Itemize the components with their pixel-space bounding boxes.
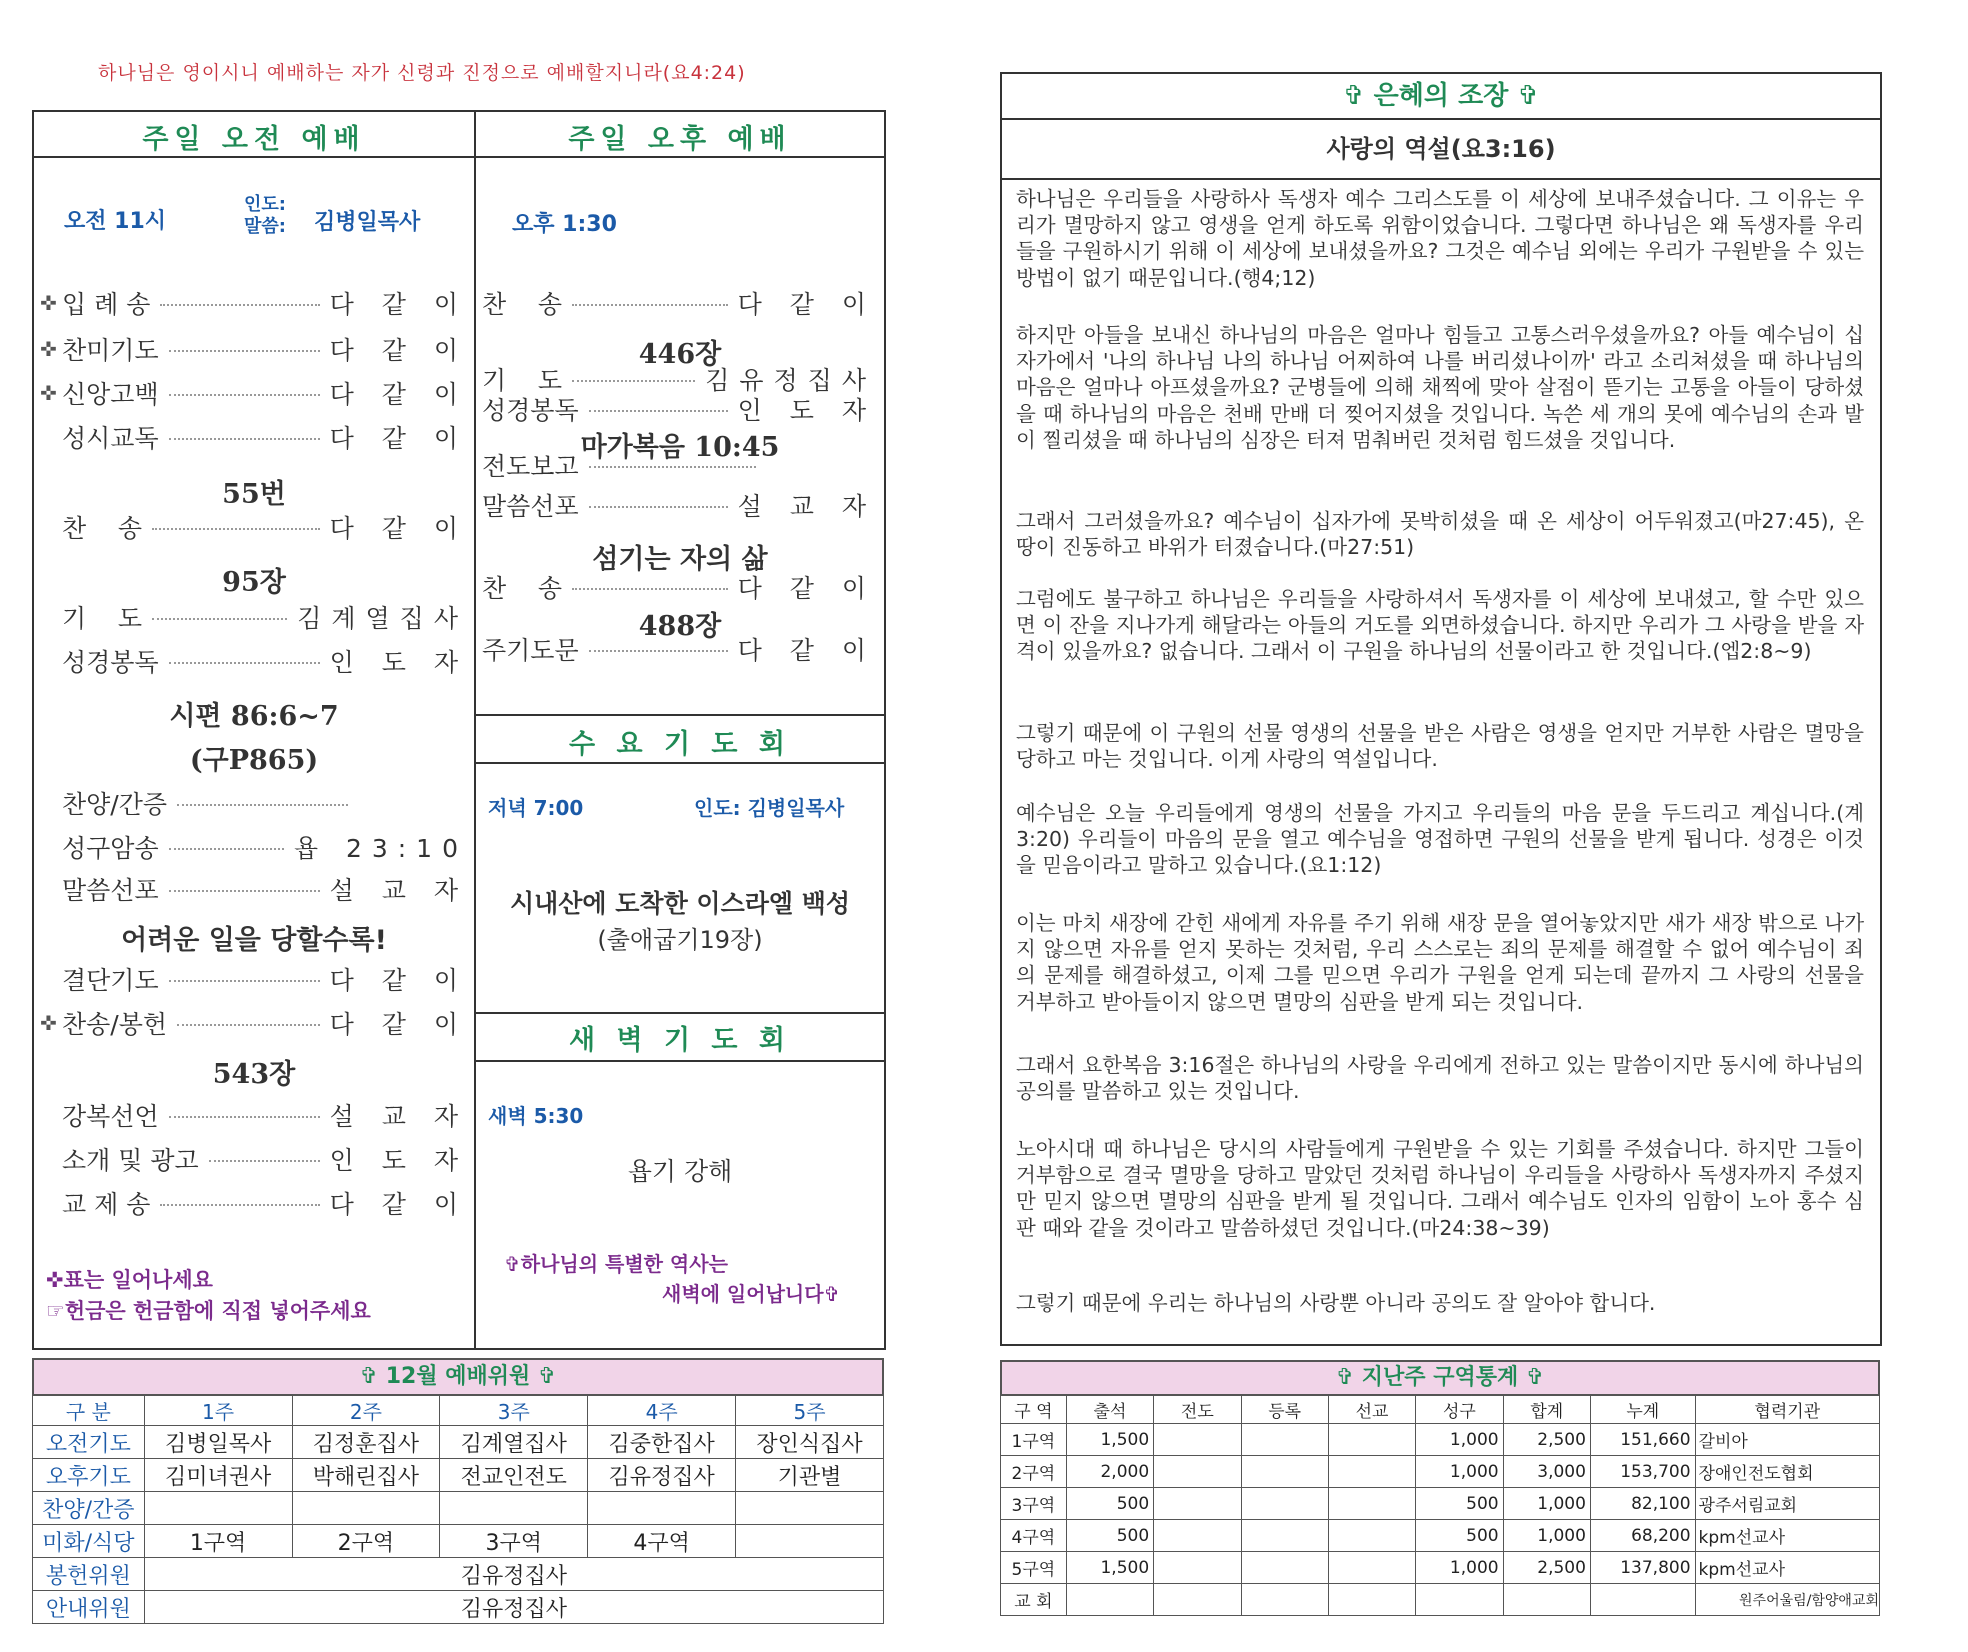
am-order-row — [40, 1008, 468, 1038]
am-scripture-page: (구P865) — [189, 745, 319, 776]
leader-dots — [169, 1116, 320, 1118]
stats-cell: kpm선교사 — [1695, 1520, 1879, 1552]
am-order-row — [40, 874, 468, 904]
committee-cell: 김유정집사 — [588, 1459, 736, 1492]
stats-cell — [1241, 1424, 1328, 1456]
stats-cell — [1154, 1424, 1241, 1456]
committee-cell: 김미녀권사 — [144, 1459, 292, 1492]
stats-cell: 장애인전도협회 — [1695, 1456, 1879, 1488]
am-order-value: 다 같 이 — [329, 1010, 468, 1039]
am-order-label: 성경봉독 — [62, 648, 159, 677]
stats-header: 합계 — [1503, 1395, 1590, 1424]
leader-dots — [152, 618, 287, 620]
committee-header: 구 분 — [33, 1395, 145, 1426]
committee-cell: 김유정집사 — [144, 1591, 883, 1624]
stats-cell: 1구역 — [1001, 1424, 1067, 1456]
am-order-value: 설 교 자 — [329, 1102, 468, 1131]
am-order-label: 소개 및 광고 — [62, 1146, 199, 1175]
stats-header: 구 역 — [1001, 1395, 1067, 1424]
stats-cell: 1,000 — [1503, 1520, 1590, 1552]
stats-cell: 원주어울림/함양애교회 — [1695, 1584, 1879, 1616]
leader-dots — [177, 804, 348, 806]
committee-title: ✞ 12월 예배위원 ✞ — [32, 1358, 884, 1396]
stand-mark-icon: ✜ — [40, 291, 57, 315]
dawn-prayer-title: 새 벽 기 도 회 — [568, 1025, 791, 1056]
am-order-row — [40, 832, 468, 862]
am-reading-number: 55번 — [222, 479, 286, 510]
stats-cell — [1241, 1488, 1328, 1520]
committee-row — [33, 1459, 884, 1492]
header-verse: 하나님은 영이시니 예배하는 자가 신령과 진정으로 예배할지니라(요4:24) — [98, 62, 746, 84]
grace-column — [1000, 72, 1882, 1346]
leader-dots — [169, 980, 320, 982]
am-order-label: 기 도 — [62, 604, 143, 633]
stats-cell: 교 회 — [1001, 1584, 1067, 1616]
committee-cell: 미화/식당 — [33, 1525, 145, 1558]
committee-cell — [440, 1492, 588, 1525]
pm-order-value: 다 같 이 — [737, 290, 876, 319]
pm-order-value: 다 같 이 — [737, 574, 876, 603]
am-order-label: 말씀선포 — [62, 876, 159, 905]
stats-cell: 4구역 — [1001, 1520, 1067, 1552]
leader-dots — [589, 410, 728, 412]
stats-cell — [1241, 1552, 1328, 1584]
committee-header: 1주 — [144, 1395, 292, 1426]
leader-dots — [152, 528, 320, 530]
stats-cell: 광주서림교회 — [1695, 1488, 1879, 1520]
committee-cell: 4구역 — [588, 1525, 736, 1558]
stats-title: ✞ 지난주 구역통계 ✞ — [1000, 1360, 1880, 1396]
stats-cell — [1328, 1488, 1415, 1520]
stats-cell — [1066, 1584, 1153, 1616]
stats-header: 성구 — [1416, 1395, 1503, 1424]
wed-reference: (출애굽기19장) — [597, 926, 763, 954]
stats-cell — [1154, 1552, 1241, 1584]
committee-cell: 박해린집사 — [292, 1459, 440, 1492]
stats-cell — [1328, 1424, 1415, 1456]
stats-row — [1001, 1488, 1880, 1520]
stats-cell — [1241, 1584, 1328, 1616]
am-order-row — [40, 1100, 468, 1130]
leader-dots — [169, 350, 320, 352]
stats-header: 선교 — [1328, 1395, 1415, 1424]
grace-paragraph: 하나님은 우리들을 사랑하사 독생자 예수 그리스도를 이 세상에 보내주셨습니다. 그 이유는 우리가 멸망하지 않고 영생을 얻게 하도록 위함이었습니다. 그렇다면 하나님은 왜 독생자를 우리들을 구원하시기 위해 이 세상에 보내셨을까요? 그것은 예수님 외에는 우리가 구원받을 수 있는 방법이 없기 때문입니다.(행4;12) — [1016, 187, 1864, 290]
am-order-row — [40, 334, 468, 364]
leader-dots — [160, 1204, 319, 1206]
committee-table — [32, 1394, 884, 1624]
committee-cell: 김계열집사 — [440, 1426, 588, 1459]
offering-committee-row — [33, 1558, 884, 1591]
committee-cell: 김중한집사 — [588, 1426, 736, 1459]
pm-order-value: 김유정집사 — [705, 366, 876, 395]
stats-cell: 2,000 — [1066, 1456, 1153, 1488]
stats-cell: 137,800 — [1590, 1552, 1695, 1584]
stats-cell — [1154, 1584, 1241, 1616]
usher-committee-row — [33, 1591, 884, 1624]
committee-cell — [588, 1492, 736, 1525]
stats-cell: 2,500 — [1503, 1424, 1590, 1456]
leader-dots — [177, 1024, 320, 1026]
stats-cell: 1,000 — [1416, 1424, 1503, 1456]
stats-cell: 500 — [1066, 1488, 1153, 1520]
am-order-row — [40, 288, 468, 318]
am-order-label: 신앙고백 — [62, 380, 159, 409]
am-order-row — [40, 964, 468, 994]
am-order-value: 다 같 이 — [329, 966, 468, 995]
stats-cell: 1,500 — [1066, 1552, 1153, 1584]
stats-table — [1000, 1394, 1880, 1616]
grace-paragraph: 하지만 아들을 보내신 하나님의 마음은 얼마나 힘들고 고통스러우셨을까요? 아들 예수님이 십자가에서 '나의 하나님 나의 하나님 어찌하여 나를 버리셨나이까' 라고 소리쳐셨을 때 하나님의 마음은 얼마나 아프셨을까요? 군병들에 의해 채찍에 맞아 살점이 뜯기는 고통을 아들이 당하셨을 때 하나님의 마음은 천배 만배 더 찢어지셨을 것입니다. 녹쓴 세 개의 못에 예수님의 손과 발이 찔리셨을 때 하나님의 심장은 터져 멈춰버린 것처럼 힘드셨을 것입니다. — [1016, 323, 1864, 452]
stats-header: 등록 — [1241, 1395, 1328, 1424]
leader-dots — [572, 304, 728, 306]
leader-dots — [169, 890, 320, 892]
am-order-value: 설 교 자 — [329, 876, 468, 905]
committee-cell: 김정훈집사 — [292, 1426, 440, 1459]
stats-cell: 82,100 — [1590, 1488, 1695, 1520]
am-order-label: 찬양/간증 — [62, 790, 168, 819]
pm-hymn-2: 488장 — [638, 611, 722, 642]
grace-subtitle: 사랑의 역설(요3:16) — [1002, 120, 1880, 180]
stats-row — [1001, 1552, 1880, 1584]
am-order-row — [40, 422, 468, 452]
grace-paragraph: 그럼에도 불구하고 하나님은 우리들을 사랑하셔서 독생자를 이 세상에 보내셨고, 할 수만 있으면 이 잔을 지나가게 해달라는 아들의 거도를 외면하셨습니다. 하지만 우리가 그 사랑을 받을 자격이 있을까요? 없습니다. 그래서 이 구원을 하나님의 선물이라고 한 것입니다.(엡2:8~9) — [1016, 587, 1864, 664]
stats-cell — [1154, 1488, 1241, 1520]
pm-order-label: 기 도 — [482, 366, 563, 395]
committee-cell: 김병일목사 — [144, 1426, 292, 1459]
stats-cell — [1328, 1520, 1415, 1552]
pm-order-label: 말씀선포 — [482, 492, 579, 521]
am-order-label: 찬미기도 — [62, 336, 159, 365]
worship-order-box — [32, 110, 886, 1350]
pm-order-row — [482, 288, 876, 318]
leader-dots — [169, 438, 320, 440]
pm-order-label: 찬 송 — [482, 574, 563, 603]
am-order-label: 강복선언 — [62, 1102, 159, 1131]
grace-paragraph: 예수님은 오늘 우리들에게 영생의 선물을 가지고 우리들의 마음 문을 두드리고 계십니다.(계3:20) 우리들이 마음의 문을 열고 예수님을 영접하면 구원의 선물을 받게 됩니다. 성경은 이것을 믿음이라고 말하고 있습니다.(요1:12) — [1016, 801, 1864, 878]
committee-row — [33, 1426, 884, 1459]
stats-row — [1001, 1424, 1880, 1456]
committee-row — [33, 1525, 884, 1558]
committee-header: 3주 — [440, 1395, 588, 1426]
stats-row — [1001, 1456, 1880, 1488]
pm-order-row — [482, 490, 876, 520]
stats-header: 출석 — [1066, 1395, 1153, 1424]
pm-order-label: 찬 송 — [482, 290, 563, 319]
committee-cell: 기관별 — [736, 1459, 884, 1492]
pm-order-label: 주기도문 — [482, 636, 579, 665]
stand-mark-icon: ✜ — [40, 337, 57, 361]
stats-cell: 3,000 — [1503, 1456, 1590, 1488]
stats-cell: 1,500 — [1066, 1424, 1153, 1456]
committee-cell — [144, 1492, 292, 1525]
committee-cell: 오후기도 — [33, 1459, 145, 1492]
leader-dots — [572, 588, 728, 590]
stats-cell: 151,660 — [1590, 1424, 1695, 1456]
stats-header: 전도 — [1154, 1395, 1241, 1424]
am-order-value: 인 도 자 — [329, 648, 468, 677]
leader-dots — [160, 304, 319, 306]
am-order-label: 성구암송 — [62, 834, 159, 863]
am-order-label: 결단기도 — [62, 966, 159, 995]
leader-dots — [572, 380, 695, 382]
stats-header: 누계 — [1590, 1395, 1695, 1424]
leader-dots — [169, 394, 320, 396]
am-order-label: 찬송/봉헌 — [62, 1010, 168, 1039]
committee-cell: 안내위원 — [33, 1591, 145, 1624]
stand-mark-icon: ✜ — [40, 1011, 57, 1035]
committee-header: 5주 — [736, 1395, 884, 1426]
pm-order-row — [482, 394, 876, 424]
committee-cell: 1구역 — [144, 1525, 292, 1558]
stand-mark-icon: ✜ — [40, 381, 57, 405]
stats-cell: 2구역 — [1001, 1456, 1067, 1488]
am-hymn-1: 95장 — [222, 567, 286, 598]
committee-cell: 찬양/간증 — [33, 1492, 145, 1525]
am-scripture: 시편 86:6~7 — [169, 701, 339, 732]
am-order-row — [40, 1188, 468, 1218]
dawn-message-2: 새벽에 일어납니다✞ — [662, 1282, 841, 1306]
stats-cell — [1503, 1584, 1590, 1616]
stats-cell — [1416, 1584, 1503, 1616]
pm-order-label: 성경봉독 — [482, 396, 579, 425]
am-order-row — [40, 512, 468, 542]
am-sermon-title: 어려운 일을 당할수록! — [121, 925, 387, 956]
leader-dots — [209, 1160, 320, 1162]
am-order-value: 다 같 이 — [329, 514, 468, 543]
committee-cell — [736, 1492, 884, 1525]
am-order-value: 다 같 이 — [329, 380, 468, 409]
am-order-value: 욥 23:10 — [293, 834, 468, 863]
stats-cell — [1328, 1552, 1415, 1584]
stats-cell: 1,000 — [1503, 1488, 1590, 1520]
leader-dots — [589, 466, 756, 468]
pm-order-value: 인 도 자 — [737, 396, 876, 425]
standing-note: ✜표는 일어나세요 — [46, 1268, 213, 1292]
wed-leader: 인도: 김병일목사 — [694, 796, 845, 820]
am-hymn-2: 543장 — [212, 1059, 296, 1090]
stats-cell: 500 — [1416, 1488, 1503, 1520]
grace-title: ✞ 은혜의 조장 ✞ — [1002, 74, 1880, 120]
stats-cell: 1,000 — [1416, 1456, 1503, 1488]
committee-cell: 김유정집사 — [144, 1558, 883, 1591]
am-order-row — [40, 1144, 468, 1174]
am-order-row — [40, 602, 468, 632]
am-order-value: 다 같 이 — [329, 1190, 468, 1219]
stats-cell: 153,700 — [1590, 1456, 1695, 1488]
leader-dots — [589, 650, 728, 652]
am-order-label: 교 제 송 — [62, 1190, 151, 1219]
stats-cell: 5구역 — [1001, 1552, 1067, 1584]
am-order-value: 다 같 이 — [329, 336, 468, 365]
pm-time: 오후 1:30 — [512, 212, 617, 237]
dawn-message-1: ✞하나님의 특별한 역사는 — [504, 1252, 728, 1276]
committee-cell: 봉헌위원 — [33, 1558, 145, 1591]
committee-cell — [292, 1492, 440, 1525]
am-order-row — [40, 646, 468, 676]
pm-order-value: 설 교 자 — [737, 492, 876, 521]
stats-cell — [1328, 1456, 1415, 1488]
am-leader: 김병일목사 — [314, 210, 421, 235]
stats-cell — [1241, 1456, 1328, 1488]
grace-paragraph: 노아시대 때 하나님은 당시의 사람들에게 구원받을 수 있는 기회를 주셨습니다. 하지만 그들이 거부함으로 결국 멸망을 당하고 말았던 것처럼 하나님이 우리들을 사랑하사 독생자까지 주셨지만 믿지 않으면 멸망의 심판을 받게 될 것입니다. 그래서 예수님도 인자의 임함이 노아 홍수 심판 때와 같을 것이라고 말씀하셨던 것입니다.(마24:38~39) — [1016, 1137, 1864, 1240]
stats-header: 협력기관 — [1695, 1395, 1879, 1424]
stats-cell: kpm선교사 — [1695, 1552, 1879, 1584]
leader-dots — [589, 506, 728, 508]
am-order-label: 찬 송 — [62, 514, 143, 543]
stats-cell: 갈비아 — [1695, 1424, 1879, 1456]
committee-cell: 3구역 — [440, 1525, 588, 1558]
grace-paragraph: 그렇기 때문에 이 구원의 선물 영생의 선물을 받은 사람은 영생을 얻지만 거부한 사람은 멸망을 당하고 마는 것입니다. 이게 사랑의 역설입니다. — [1016, 721, 1864, 772]
leader-dots — [169, 848, 284, 850]
committee-cell: 2구역 — [292, 1525, 440, 1558]
am-order-value: 다 같 이 — [329, 424, 468, 453]
am-order-label: 입 례 송 — [62, 290, 151, 319]
committee-row — [33, 1492, 884, 1525]
pm-order-value: 다 같 이 — [737, 636, 876, 665]
committee-cell: 오전기도 — [33, 1426, 145, 1459]
am-order-value: 인 도 자 — [329, 1146, 468, 1175]
dawn-time: 새벽 5:30 — [488, 1104, 584, 1128]
am-role-labels: 인도: 말씀: — [244, 194, 286, 237]
stats-row — [1001, 1520, 1880, 1552]
offering-note: ☞헌금은 헌금함에 직접 넣어주세요 — [46, 1299, 371, 1323]
am-order-value: 김계열집사 — [297, 604, 468, 633]
committee-cell — [736, 1525, 884, 1558]
stats-cell: 2,500 — [1503, 1552, 1590, 1584]
committee-header: 2주 — [292, 1395, 440, 1426]
stats-cell — [1154, 1456, 1241, 1488]
stats-cell: 3구역 — [1001, 1488, 1067, 1520]
stats-cell: 500 — [1066, 1520, 1153, 1552]
am-time: 오전 11시 — [64, 209, 167, 234]
pm-order-row — [482, 572, 876, 602]
stats-cell — [1590, 1584, 1695, 1616]
grace-paragraph: 이는 마치 새장에 갇힌 새에게 자유를 주기 위해 새장 문을 열어놓았지만 새가 새장 밖으로 나가지 않으면 자유를 얻지 못하는 것처럼, 우리 스스로는 죄의 문제를 해결할 수 없어 예수님이 죄의 문제를 해결하셨고, 이제 그를 믿으면 우리가 구원을 얻게 되는데 끝까지 그 사랑의 선물을 거부하고 받아들이지 않으면 멸망의 심판을 받게 되는 것입니다. — [1016, 911, 1864, 1014]
am-order-row — [40, 788, 468, 818]
am-service-title: 주일 오전 예배 — [142, 124, 366, 155]
wed-prayer-title: 수 요 기 도 회 — [568, 729, 791, 760]
pm-service-title: 주일 오후 예배 — [568, 124, 792, 155]
committee-header: 4주 — [588, 1395, 736, 1426]
leader-dots — [169, 662, 320, 664]
stats-row — [1001, 1584, 1880, 1616]
am-order-value: 다 같 이 — [329, 290, 468, 319]
stats-cell: 1,000 — [1416, 1552, 1503, 1584]
pm-order-label: 전도보고 — [482, 452, 579, 481]
pm-scripture: 마가복음 10:45 — [580, 432, 780, 463]
stats-cell: 68,200 — [1590, 1520, 1695, 1552]
wed-topic: 시내산에 도착한 이스라엘 백성 — [509, 889, 851, 918]
stats-cell: 500 — [1416, 1520, 1503, 1552]
grace-paragraph: 그래서 그러셨을까요? 예수님이 십자가에 못박히셨을 때 온 세상이 어두워졌고(마27:45), 온 땅이 진동하고 바위가 터졌습니다.(마27:51) — [1016, 509, 1864, 560]
am-order-label: 성시교독 — [62, 424, 159, 453]
stats-cell — [1241, 1520, 1328, 1552]
stats-cell — [1154, 1520, 1241, 1552]
dawn-topic: 욥기 강해 — [627, 1157, 733, 1186]
pm-hymn-1: 446장 — [638, 339, 722, 370]
wed-time: 저녁 7:00 — [488, 796, 584, 820]
am-order-row — [40, 378, 468, 408]
grace-paragraph: 그렇기 때문에 우리는 하나님의 사랑뿐 아니라 공의도 잘 알아야 합니다. — [1016, 1291, 1656, 1315]
grace-paragraph: 그래서 요한복음 3:16절은 하나님의 사랑을 우리에게 전하고 있는 말씀이지만 동시에 하나님의 공의를 말씀하고 있는 것입니다. — [1016, 1053, 1864, 1104]
committee-cell: 전교인전도 — [440, 1459, 588, 1492]
pm-sermon-title: 섬기는 자의 삶 — [592, 544, 768, 575]
committee-cell: 장인식집사 — [736, 1426, 884, 1459]
stats-cell — [1328, 1584, 1415, 1616]
